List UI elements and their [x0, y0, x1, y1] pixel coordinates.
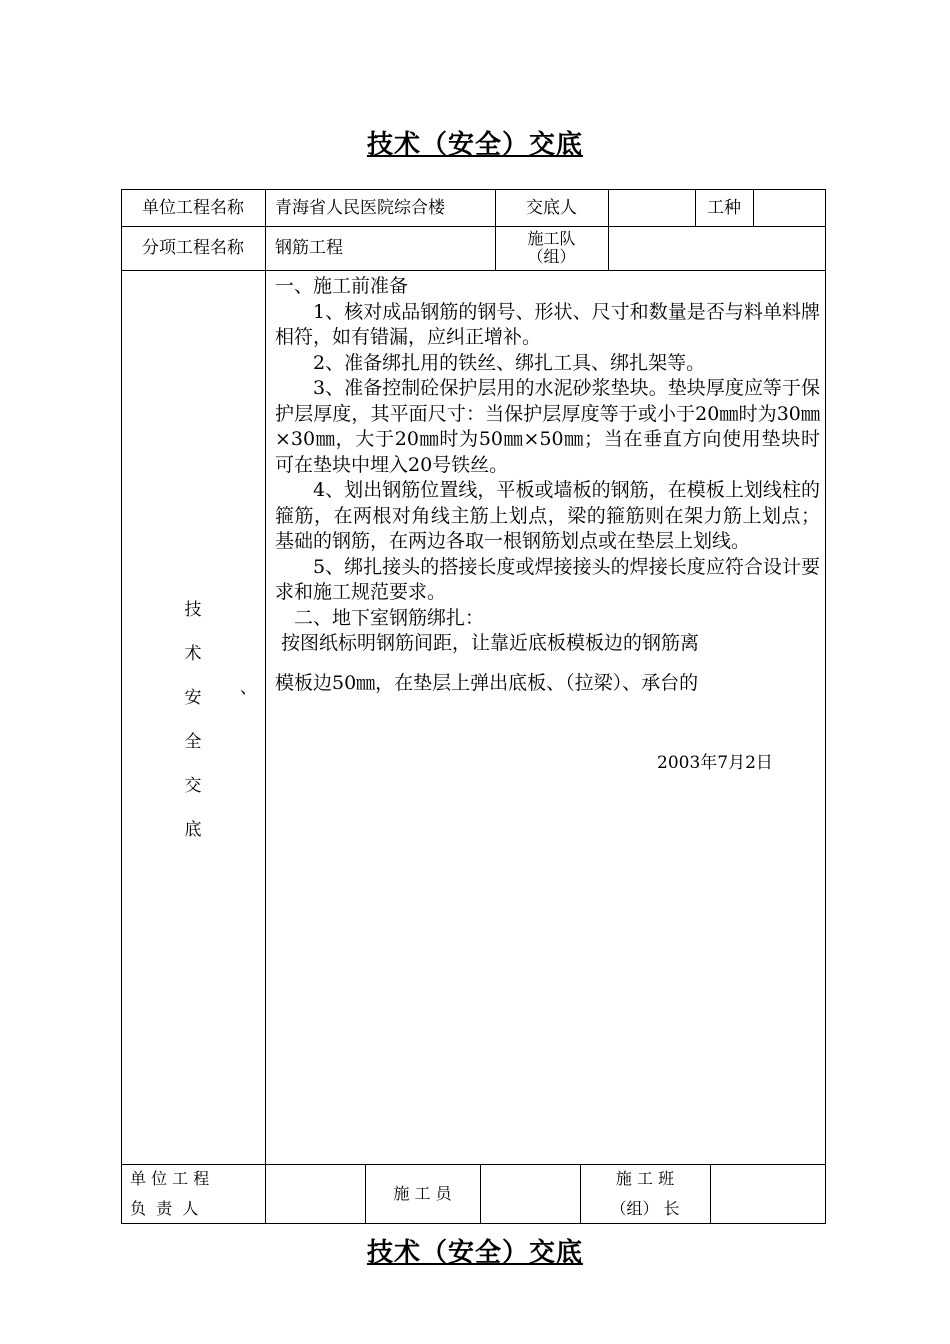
page-title-next: 技术（安全）交底: [366, 1238, 583, 1268]
unit-project-label: 单位工程名称: [142, 197, 244, 218]
page-title: 技术（安全）交底: [366, 130, 583, 160]
content-paragraph: 按图纸标明钢筋间距，让靠近底板模板边的钢筋离: [281, 632, 700, 654]
side-char: 安: [184, 688, 202, 708]
content-paragraph: 4、划出钢筋位置线，平板或墙板的钢筋，在模板上划线柱的箍筋，在两根对角线主筋上划点，梁的箍筋则在架力筋上划点；基础的钢筋，在两边各取一根钢筋划点或在垫层上划线。: [275, 479, 820, 552]
content-paragraph: 模板边50㎜，在垫层上弹出底板、（拉梁）、承台的: [275, 671, 699, 694]
side-char: 底: [184, 820, 202, 840]
trade-value: [753, 189, 826, 226]
content-paragraph: 3、准备控制砼保护层用的水泥砂浆垫块。垫块厚度应等于保护层厚度，其平面尺寸：当保护层厚度等于或小于20㎜时为30㎜×30㎜，大于20㎜时为50㎜×50㎜；当在垂直方向使用垫块时可在垫块中埋入20号铁丝。: [275, 377, 820, 476]
team-label-line2: （组）: [527, 247, 576, 266]
side-char: 交: [184, 776, 202, 796]
side-label-vertical: [170, 596, 216, 860]
content-paragraph: 5、绑扎接头的搭接长度或焊接接头的焊接长度应符合设计要求和施工规范要求。: [275, 555, 820, 603]
side-char: 术: [184, 644, 202, 664]
sub-project-value: 钢筋工程: [275, 238, 343, 258]
trade-label: 工种: [707, 197, 741, 218]
section-heading: 二、地下室钢筋绑扎：: [294, 606, 485, 629]
sub-project-label: 分项工程名称: [142, 238, 244, 258]
handover-content: [275, 274, 820, 696]
worker-label: 施 工 员: [393, 1184, 452, 1203]
handover-date: 2003年7月2日: [657, 753, 773, 773]
side-label-comma: 、: [240, 678, 257, 698]
content-paragraph: 1、核对成品钢筋的钢号、形状、尺寸和数量是否与料单料牌相符，如有错漏，应纠正增补。: [275, 300, 820, 348]
handover-person-value: [608, 189, 695, 226]
side-char: 全: [184, 732, 202, 752]
construction-team-value: [608, 226, 826, 270]
unit-head-label: [130, 1164, 265, 1224]
construction-team-label: [495, 226, 608, 270]
team-label-line1: 施工队: [527, 229, 576, 248]
section-heading: 一、施工前准备: [275, 275, 409, 297]
side-char: 技: [184, 600, 202, 620]
handover-person-label: 交底人: [526, 197, 577, 218]
unit-project-value: 青海省人民医院综合楼: [275, 197, 445, 218]
team-leader-line1: 施 工 班: [615, 1169, 675, 1188]
team-leader-line2: （组） 长: [610, 1199, 680, 1218]
team-leader-label: [580, 1164, 710, 1224]
unit-head-line2: 负 责 人: [130, 1199, 199, 1218]
unit-head-line1: 单 位 工 程: [130, 1169, 210, 1188]
content-paragraph: 2、准备绑扎用的铁丝、绑扎工具、绑扎架等。: [313, 351, 706, 374]
